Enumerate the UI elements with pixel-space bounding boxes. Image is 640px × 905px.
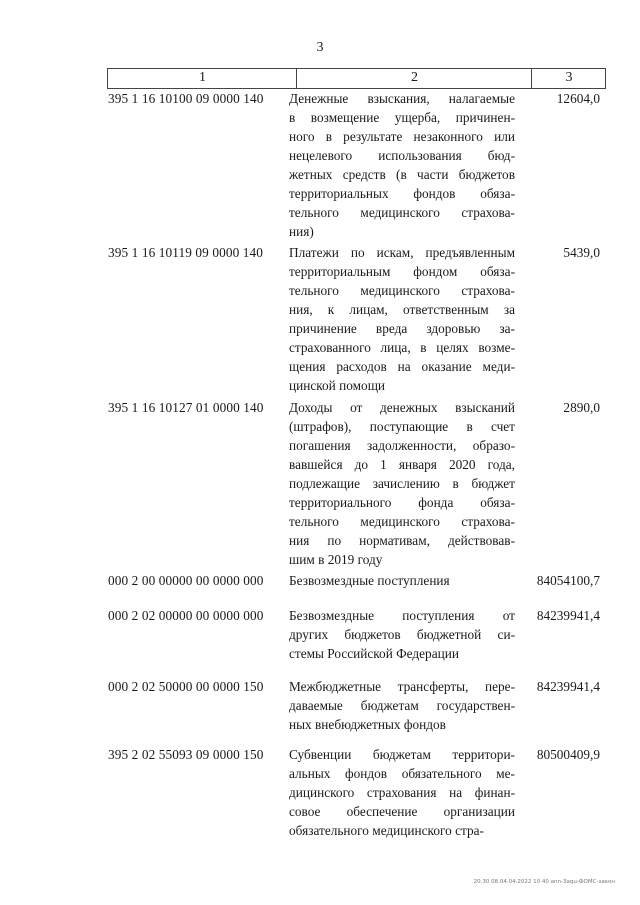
income-description	[289, 243, 515, 395]
description-line: погашения задолженности, образо-	[289, 438, 515, 453]
footer-note: 20.30 08.04.04.2022 10 40 ann-3aqu-ФОМС-закон	[473, 879, 615, 885]
description-line: ния, к лицам, ответственным за	[289, 302, 515, 317]
description-line: (штрафов), поступающие в счет	[289, 419, 515, 434]
description-line: причинение вреда здоровью за-	[289, 321, 515, 336]
description-line: других бюджетов бюджетной си-	[289, 627, 515, 642]
description-line: тельного медицинского страхова-	[289, 283, 515, 298]
description-line: Денежные взыскания, налагаемые	[289, 91, 515, 106]
description-line: даваемые бюджетам государствен-	[289, 698, 515, 713]
budget-code: 000 2 02 50000 00 0000 150	[108, 679, 264, 694]
description-line: ния)	[289, 224, 314, 239]
budget-code: 395 1 16 10119 09 0000 140	[108, 245, 264, 260]
column-header-1: 1	[199, 70, 206, 85]
description-line: ния по нормативам, действовав-	[289, 533, 515, 548]
description-line: территориальным фондом обяза-	[289, 264, 515, 279]
income-description	[289, 571, 515, 590]
column-header-3: 3	[565, 70, 573, 85]
description-line: стемы Российской Федерации	[289, 646, 459, 661]
description-line: жетных средств (в части бюджетов	[289, 167, 515, 182]
description-line: Платежи по искам, предъявленным	[289, 245, 515, 260]
description-line: щения расходов на оказание меди-	[289, 359, 515, 374]
description-line: дицинского страхования на финан-	[289, 785, 515, 800]
description-line: Доходы от денежных взысканий	[289, 400, 515, 415]
description-line: подлежащие зачислению в бюджет	[289, 476, 515, 491]
description-line: страхованного лица, в целях возме-	[289, 340, 515, 355]
description-line: тельного медицинского страхова-	[289, 514, 515, 529]
description-line: альных фондов обязательного ме-	[289, 766, 515, 781]
description-line: Межбюджетные трансферты, пере-	[289, 679, 515, 694]
table-header	[107, 68, 606, 89]
amount-value: 2890,0	[563, 400, 600, 415]
description-line: обязательного медицинского стра-	[289, 823, 484, 838]
description-line: тельного медицинского страхова-	[289, 205, 515, 220]
description-line: вавшейся до 1 января 2020 года,	[289, 457, 515, 472]
income-description	[289, 745, 515, 840]
description-line: территориального фонда обяза-	[289, 495, 515, 510]
amount-value: 12604,0	[556, 91, 600, 106]
income-description	[289, 398, 515, 569]
budget-code: 395 2 02 55093 09 0000 150	[108, 747, 264, 762]
budget-code: 395 1 16 10127 01 0000 140	[108, 400, 264, 415]
description-line: Субвенции бюджетам территори-	[289, 747, 515, 762]
income-description	[289, 677, 515, 734]
income-description	[289, 89, 515, 241]
description-line: ного в результате незаконного или	[289, 129, 515, 144]
amount-value: 84239941,4	[536, 608, 600, 623]
description-line: шим в 2019 году	[289, 552, 383, 567]
page-number: 3	[316, 40, 324, 55]
budget-code: 395 1 16 10100 09 0000 140	[108, 91, 264, 106]
budget-code: 000 2 00 00000 00 0000 000	[108, 573, 264, 588]
description-line: в возмещение ущерба, причинен-	[289, 110, 515, 125]
description-line: совое обеспечение организации	[289, 804, 515, 819]
budget-code: 000 2 02 00000 00 0000 000	[108, 608, 264, 623]
amount-value: 84239941,4	[536, 679, 600, 694]
description-line: Безвозмездные поступления от	[289, 608, 515, 623]
amount-value: 84054100,7	[536, 573, 600, 588]
description-line: Безвозмездные поступления	[289, 573, 450, 588]
amount-value: 5439,0	[563, 245, 600, 260]
description-line: нецелевого использования бюд-	[289, 148, 515, 163]
income-description	[289, 606, 515, 663]
description-line: территориальных фондов обяза-	[289, 186, 515, 201]
description-line: ных внебюджетных фондов	[289, 717, 446, 732]
description-line: цинской помощи	[289, 378, 386, 393]
column-header-2: 2	[411, 70, 418, 85]
amount-value: 80500409,9	[536, 747, 600, 762]
